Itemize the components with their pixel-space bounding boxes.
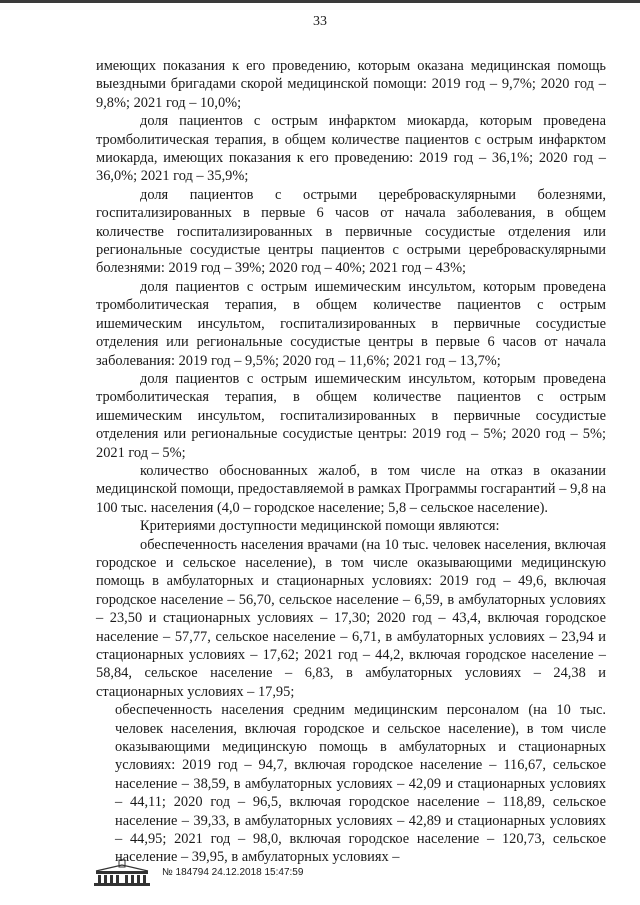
paragraph-stroke-thrombolysis: доля пациентов с острым ишемическим инсультом, которым проведена тромболитическая терапия, в общем количестве пациентов с острым ишемическим инсультом, госпитализированных в первичные сосудистые отделения или региональные сосудистые центры: 2019 год – 5%; 2020 год – 5%; 2021 год – 5%; [96, 370, 606, 461]
paragraph-accessibility-criteria: Критериями доступности медицинской помощи являются: [140, 518, 500, 535]
paragraph-ambulance-thrombolysis: имеющих показания к его проведению, которым оказана медицинская помощь выездными бригадами скорой медицинской помощи: 2019 год – 9,7%; 2020 год – 9,8%; 2021 год – 10,0%; [96, 58, 606, 111]
page-number: 33 [313, 14, 327, 29]
government-building-logo-icon [92, 859, 152, 887]
page-top-edge [0, 0, 640, 3]
paragraph-complaints: количество обоснованных жалоб, в том числе на отказ в оказании медицинской помощи, предоставляемой в рамках Программы госгарантий – 9,8 на 100 тыс. населения (4,0 – городское население; 5,8 – сельское население). [96, 462, 606, 516]
paragraph-doctors-availability: обеспеченность населения врачами (на 10 тыс. человек населения, включая городское и сельское население), в том числе оказывающими медицинскую помощь в амбулаторных и стационарных условиях: 2019 год – 49,6, включая городское население – 56,70, сельское население – 6,59, в амбулаторных условиях – 23,50 и стационарных условиях – 17,30; 2020 год – 43,4, включая городское население – 57,77, сельское население – 6,71, в амбулаторных условиях – 23,94 и стационарных условиях – 17,62; 2021 год – 44,2, включая городское население – 58,84, сельское население – 6,83, в амбулаторных условиях – 24,38 и стационарных условиях – 17,95; [96, 536, 606, 700]
paragraph-nurses-availability: обеспеченность населения средним медицинским персоналом (на 10 тыс. человек населения, включая городское и сельское население), в том числе оказывающими медицинскую помощь в амбулаторных и стационарных условиях: 2019 год – 94,7, включая городское население – 116,67, сельское население – 38,59, в амбулаторных условиях – 42,09 и стационарных условиях – 44,11; 2020 год – 96,5, включая городское население – 118,89, сельское население – 39,33, в амбулаторных условиях – 42,89 и стационарных условиях – 44,95; 2021 год – 98,0, включая городское население – 120,73, сельское население – 39,95, в амбулаторных условиях – [115, 702, 606, 866]
document-registration-stamp: № 184794 24.12.2018 15:47:59 [162, 867, 304, 878]
paragraph-cerebrovascular-hospitalized: доля пациентов с острыми цереброваскулярными болезнями, госпитализированных в первые 6 часов от начала заболевания, в общем количестве госпитализированных в первичные сосудистые отделения или региональные сосудистые центры пациентов с острыми цереброваскулярными болезнями: 2019 год – 39%; 2020 год – 40%; 2021 год – 43%; [96, 186, 606, 277]
document-body [96, 57, 606, 867]
paragraph-infarction-thrombolysis: доля пациентов с острым инфарктом миокарда, которым проведена тромболитическая терапия, в общем количестве пациентов с острым инфарктом миокарда, имеющих показания к его проведению: 2019 год – 36,1%; 2020 год – 36,0%; 2021 год – 35,9%; [96, 113, 606, 185]
paragraph-stroke-thrombolysis-6h: доля пациентов с острым ишемическим инсультом, которым проведена тромболитическая терапия, в общем количестве пациентов с острым ишемическим инсультом, госпитализированных в первичные сосудистые отделения или региональные сосудистые центры в первые 6 часов от начала заболевания: 2019 год – 9,5%; 2020 год – 11,6%; 2021 год – 13,7%; [96, 278, 606, 369]
